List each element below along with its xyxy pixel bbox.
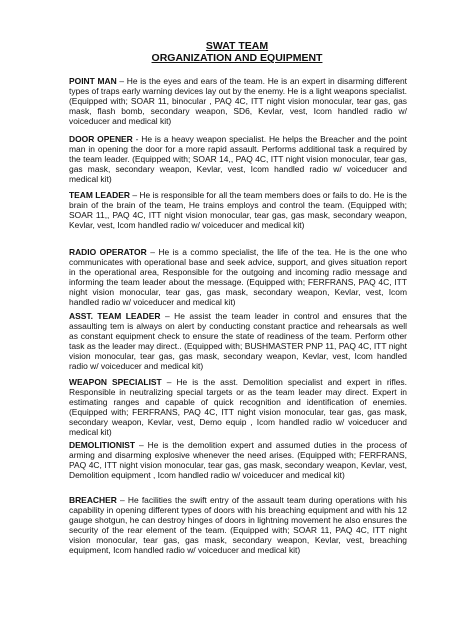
section-team-leader (69, 190, 407, 230)
section-heading: WEAPON SPECIALIST (69, 377, 162, 387)
section-heading: DEMOLITIONIST (69, 440, 136, 450)
section-body: – He is the demolition expert and assumed duties in the process of arming and disarming explosive whenever the need arises. (Equipped with; FERFRANS, PAQ 4C, ITT night vision monocular, tear gas, gas mask, secondary weapon, Kevlar, vest, Demolition equipment , Icom handled radio w/ voiceducer and medical kit) (69, 440, 407, 481)
section-heading: DOOR OPENER (69, 134, 133, 144)
section-asst-team-leader (69, 311, 407, 372)
section-heading: BREACHER (69, 495, 117, 505)
section-body: – He is the asst. Demolition specialist and expert in rifles. Responsible in neutralizing special targets or as the team leader may direct. Expert in estimating ranges and capable of quick recognition and identification of enemies. (Equipped with; FERFRANS, PAQ 4C, ITT night vision monocular, tear gas, gas mask, secondary weapon, Kevlar, vest, Demo equip , Icom handled radio w/ voiceducer and medical kit) (69, 377, 407, 438)
section-heading: RADIO OPERATOR (69, 247, 147, 257)
section-heading: TEAM LEADER (69, 190, 130, 200)
document-title: SWAT TEAM (205, 40, 269, 52)
section-breacher (69, 495, 407, 556)
section-body: – He facilities the swift entry of the assault team during operations with his capability in opening different types of doors with his breaching equipment and with his 12 gauge shotgun, he can destroy hinges of doors in lightning movement he also ensures the security of the rear element of the team. (Equipped with; SOAR 11, PAQ 4C, ITT night vision monocular, tear gas, gas mask, secondary weapon, Kevlar, vest, breaching equipment, Icom handled radio w/ voiceducer and medical kit) (69, 495, 407, 556)
document-subtitle: ORGANIZATION AND EQUIPMENT (151, 52, 323, 64)
section-heading: POINT MAN (69, 76, 117, 86)
section-body: – He is a commo specialist, the life of the tea. He is the one who communicates with operational base and seek advice, support, and gives situation report in the operational area, Responsible for the outgoing and incoming radio message and informing the team leader about the message. (Equipped with; FERFRANS, PAQ 4C, ITT night vision monocular, tear gas, gas mask, secondary weapon, Kevlar, vest, Icom handled radio w/ voiceducer and medical kit) (69, 247, 407, 308)
section-body: – He is the eyes and ears of the team. He is an expert in disarming different types of traps early warning devices lay out by the enemy. He is a light weapons specialist.(Equipped with; SOAR 11, binocular , PAQ 4C, ITT night vision monocular, tear gas, gas mask, flash bomb, secondary weapon, SD6, Kevlar, vest, Icom handled radio w/ voiceducer and medical kit) (69, 76, 407, 127)
section-radio-operator (69, 247, 407, 308)
section-body: – He is responsible for all the team members does or fails to do. He is the brain of the brain of the team, He trains employs and control the team. (Equipped with; SOAR 11,, PAQ 4C, ITT night vision monocular, tear gas, gas mask, secondary weapon, Kevlar, vest, Icom handled radio w/ voiceducer and medical kit) (69, 190, 407, 231)
section-point-man (69, 76, 407, 126)
section-heading: ASST. TEAM LEADER (69, 311, 161, 321)
section-body: – He assist the team leader in control and ensures that the assaulting tem is always on alert by conducting constant practice and rehearsals as well as constant equipment check to ensure the state of readiness of the team. Perform other task as the leader may direct.. (Equipped with; BUSHMASTER PNP 11, PAQ 4C, ITT night vision monocular, tear gas, gas mask, secondary weapon, Kevlar, vest, Icom handled radio w/ voiceducer and medical kit) (69, 311, 407, 372)
section-body: - He is a heavy weapon specialist. He helps the Breacher and the point man in opening the door for a more rapid assault. Performs additional task a required by the team leader. (Equipped with; SOAR 14,, PAQ 4C, ITT night vision monocular, tear gas, gas mask, secondary weapon, Kevlar, vest, Icom handled radio w/ voiceducer and medical kit) (69, 134, 407, 185)
section-demolitionist (69, 440, 407, 480)
section-door-opener (69, 134, 407, 184)
section-weapon-specialist (69, 377, 407, 438)
